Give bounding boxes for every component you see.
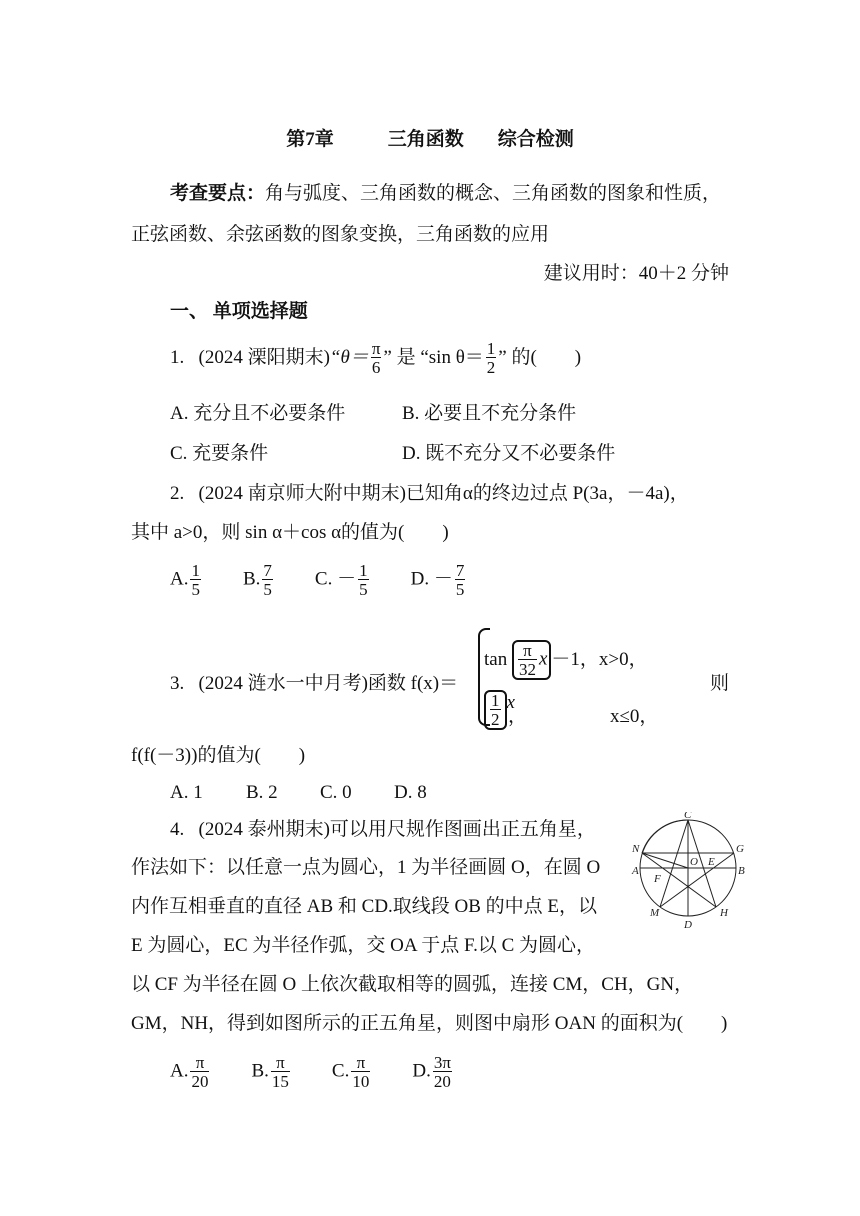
q1-option-a: A. 充分且不必要条件 [170,403,346,424]
key-points-text1: 角与弧度、三角函数的概念、三角函数的图象和性质， [265,183,722,204]
chapter-topic: 三角函数 [387,129,464,150]
label-m: M [650,907,660,919]
chapter-label: 第7章 [286,129,334,150]
label-b: B [738,865,745,877]
question-3-line1 [170,672,458,696]
time-hint: 建议用时：40＋2 分钟 [543,263,729,284]
q4-number: 4. [170,819,185,840]
q2-option-c: C. － $\frac{1}{5}$ [314,561,368,599]
q3-option-c: C. 0 [320,782,352,803]
q1-option-c: C. 充要条件 [170,443,269,464]
label-n: N [632,843,640,855]
q3-option-b: B. 2 [246,782,278,803]
q4-option-a: A. $\frac{\pi}{20}$ [170,1053,209,1091]
q3-number: 3. [170,673,185,694]
q3-case-2-cond: x≤0， [610,706,659,727]
question-4-line1 [170,818,596,842]
q2-number: 2. [170,483,185,504]
key-points-line1 [170,182,721,206]
question-4-line3: 内作互相垂直的直径 AB 和 CD.取线段 OB 的中点 E，以 [131,896,598,917]
label-d: D [684,919,692,931]
question-4-line5: 以 CF 为半径在圆 O 上依次截取相等的圆弧，连接 CM，CH，GN， [131,974,694,995]
q1-option-b: B. 必要且不充分条件 [402,403,577,424]
q3-case-2: $\frac{1}{2}$ x [484,690,515,730]
q1-text-post: ” 的( ) [498,347,582,368]
q4-option-c: C. $\frac{\pi}{10}$ [331,1053,370,1091]
q2-option-b: B. $\frac{7}{5}$ [242,561,272,599]
question-2-line2: 其中 a>0，则 sin α＋cos α的值为( ) [131,522,449,543]
label-e: E [708,856,715,868]
q3-option-d: D. 8 [394,782,427,803]
q4-option-d: D. $\frac{3\pi}{20}$ [412,1053,451,1091]
q4-option-b: B. $\frac{\pi}{15}$ [251,1053,289,1091]
pentagram-figure [628,812,750,932]
q2-source: (2024 南京师大附中期末) [198,483,406,504]
label-c: C [684,812,692,821]
q3-case-2-comma: ， [508,706,528,727]
question-4-line4: E 为圆心，EC 为半径作弧，交 OA 于点 F.以 C 为圆心， [131,935,595,956]
question-4-line2: 作法如下：以任意一点为圆心，1 为半径画圆 O，在圆 O [131,857,601,878]
label-h: H [720,907,728,919]
q1-text-mid: ” 是 “sin θ＝ [383,347,484,368]
label-o: O [690,856,698,868]
q1-text-pre: “θ＝ [329,347,369,368]
q4-options [170,1054,454,1090]
page-title [0,124,860,151]
label-g: G [736,843,744,855]
question-3-line2: f(f(－3))的值为( ) [131,745,306,766]
question-2-line1 [170,482,689,506]
q1-source: (2024 溧阳期末) [198,347,330,368]
radius-on [642,853,688,868]
label-a: A [632,865,639,877]
q3-option-a: A. 1 [170,782,203,803]
chapter-kind: 综合检测 [497,129,574,150]
q4-source: (2024 泰州期末) [198,819,330,840]
q3-case-1: tan $\frac{\pi}{32}$ x －1，x>0， [484,641,648,679]
q1-number: 1. [170,347,185,368]
q4-text-1: 可以用尺规作图画出正五角星， [329,819,596,840]
question-1 [170,340,581,376]
q1-fraction-1: $\frac{\pi}{6}$ [371,339,381,377]
q2-options [170,562,467,598]
q2-text-1: 已知角α的终边过点 P(3a，－4a)， [405,483,689,504]
q2-option-a: A. $\frac{1}{5}$ [170,561,200,599]
q3-source: (2024 涟水一中月考) [198,673,368,694]
question-4-line6: GM，NH，得到如图所示的正五角星，则图中扇形 OAN 的面积为( ) [131,1013,728,1034]
section-heading: 一、 单项选择题 [170,301,308,322]
q3-then: 则 [710,673,730,694]
q1-option-d: D. 既不充分又不必要条件 [402,443,616,464]
q2-option-d: D. － $\frac{7}{5}$ [410,561,465,599]
key-points-label: 考查要点： [170,183,266,204]
label-f: F [654,873,661,885]
q1-fraction-2: $\frac{1}{2}$ [486,339,496,377]
q3-function: 函数 f(x)＝ [367,673,459,694]
key-points-line2: 正弦函数、余弦函数的图象变换，三角函数的应用 [131,224,550,245]
